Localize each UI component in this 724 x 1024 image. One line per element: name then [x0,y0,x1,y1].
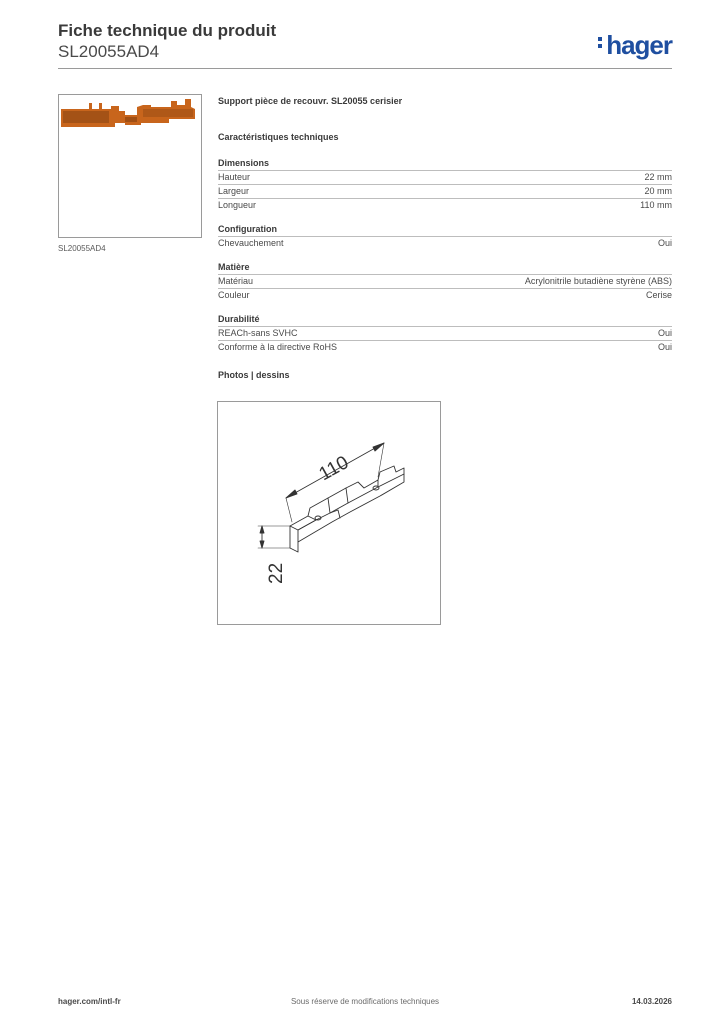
product-details [218,96,672,382]
arrow-icon [286,490,297,498]
spec-value: 20 mm [644,186,672,196]
technical-drawing [217,401,441,625]
spec-label: REACh-sans SVHC [218,328,298,338]
spec-label: Chevauchement [218,238,284,248]
product-photo [58,94,202,238]
hager-logo [598,30,672,61]
spec-row [218,274,672,288]
spec-group-durability [218,314,672,354]
group-title: Dimensions [218,158,270,168]
spec-value: 22 mm [644,172,672,182]
specs-title: Caractéristiques techniques [218,132,339,142]
length-dimension-label: 110 [315,452,353,486]
height-dimension-label: 22 [266,562,287,584]
footer-website: hager.com/intl-fr [58,997,121,1006]
spec-value: Cerise [645,290,672,300]
spec-label: Largeur [218,186,250,196]
spec-label: Conforme à la directive RoHS [218,342,338,352]
logo-dots-icon [598,34,604,51]
group-title: Configuration [218,224,277,234]
product-photo-icon [59,95,201,237]
photos-title: Photos | dessins [218,370,290,380]
spec-label: Longueur [218,200,257,210]
footer-date: 14.03.2026 [631,997,672,1006]
spec-row [218,170,672,184]
part-outline [290,466,404,552]
header-divider [58,68,672,69]
group-title: Durabilité [218,314,260,324]
arrow-icon [260,526,264,533]
spec-value: Oui [657,328,672,338]
logo-text: hager [606,30,672,60]
group-title: Matière [218,262,250,272]
spec-row [218,236,672,250]
spec-value: Oui [657,342,672,352]
spec-label: Couleur [218,290,250,300]
spec-row [218,288,672,302]
spec-value: Oui [657,238,672,248]
spec-value: Acrylonitrile butadiène styrène (ABS) [524,276,672,286]
spec-row [218,326,672,340]
footer-disclaimer: Sous réserve de modifications techniques [290,997,440,1006]
photo-caption: SL20055AD4 [58,244,106,253]
product-name: Support pièce de recouvr. SL20055 cerisier [218,96,403,106]
spec-group-material [218,262,672,302]
spec-group-configuration [218,224,672,250]
arrow-icon [373,443,384,451]
page-header [58,20,672,62]
product-reference: SL20055AD4 [58,42,160,61]
dimension-drawing-icon [218,402,440,624]
spec-row [218,184,672,198]
spec-label: Matériau [218,276,254,286]
spec-label: Hauteur [218,172,251,182]
arrow-icon [260,541,264,548]
spec-group-dimensions [218,158,672,212]
spec-value: 110 mm [640,200,672,210]
spec-row [218,198,672,212]
spec-row [218,340,672,354]
page-title: Fiche technique du produit [58,21,277,40]
